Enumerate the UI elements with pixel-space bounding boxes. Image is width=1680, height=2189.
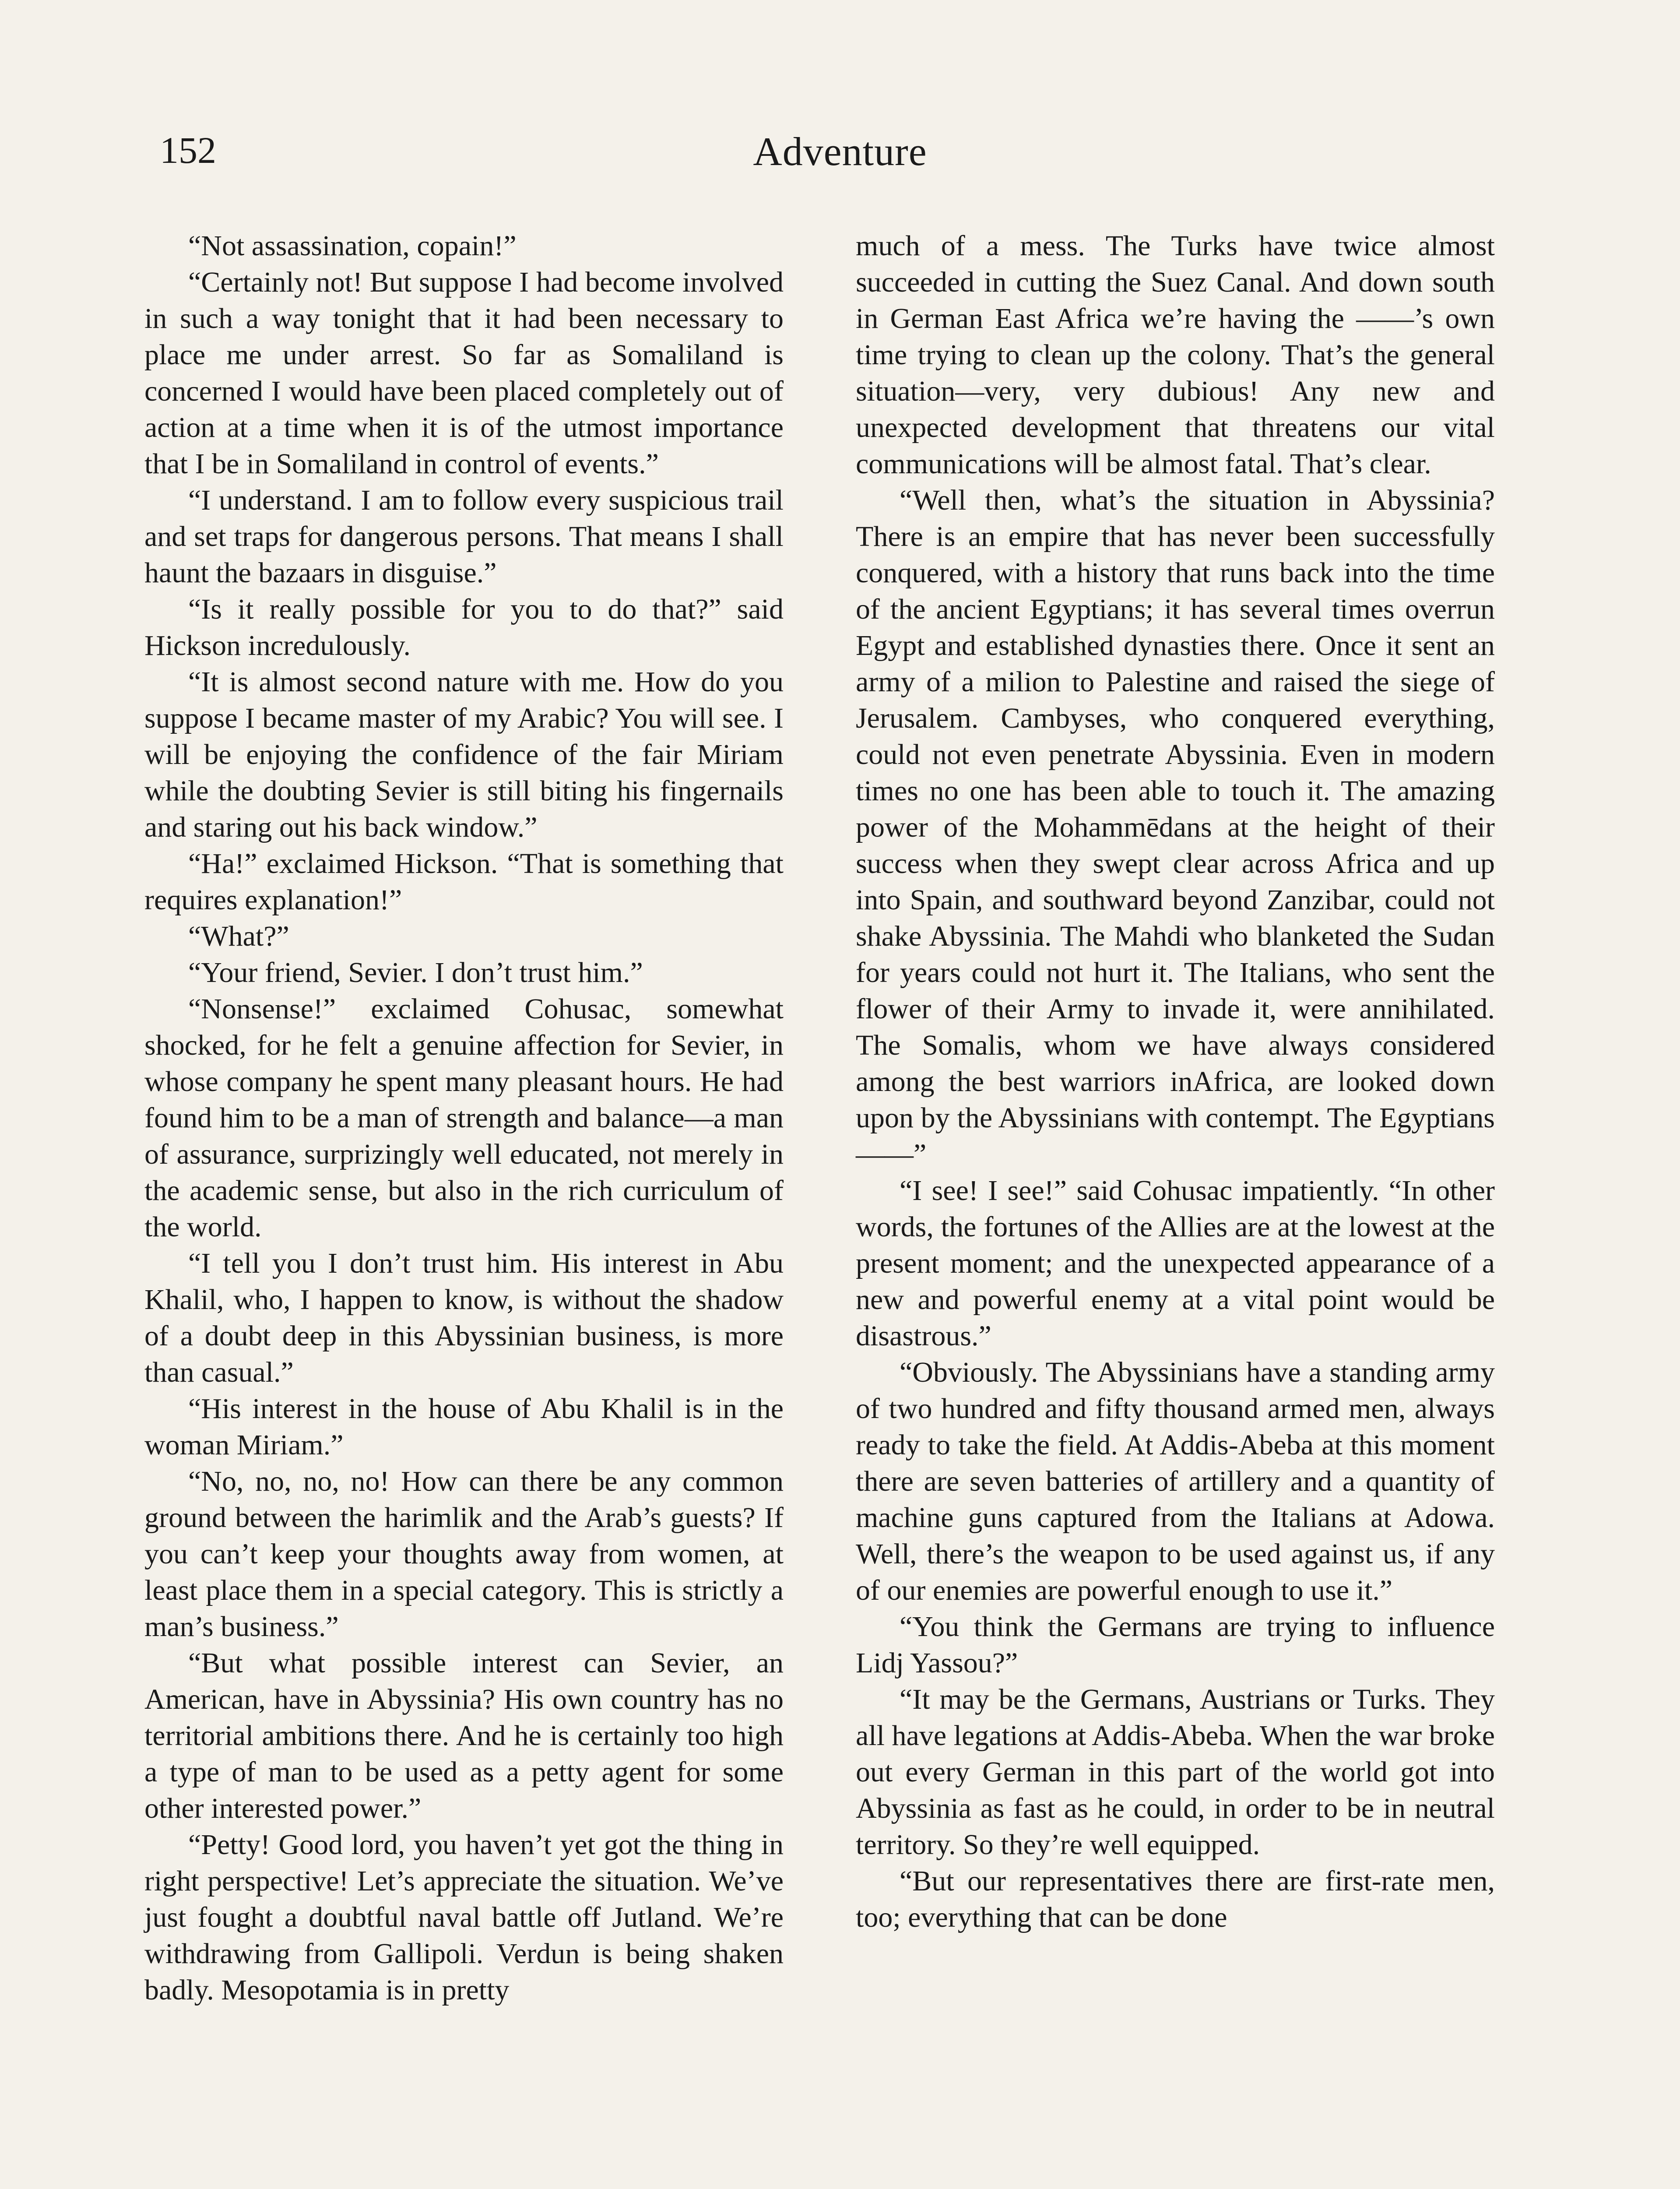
paragraph: “Ha!” exclaimed Hickson. “That is something that requires explanation!” bbox=[144, 848, 784, 916]
paragraph: “I tell you I don’t trust him. His interest in Abu Khalil, who, I happen to know, is without the shadow of a doubt deep in this Abyssinian business, is more than casual.” bbox=[144, 1247, 784, 1388]
running-head: Adventure bbox=[753, 129, 927, 174]
paragraph: “I see! I see!” said Cohusac impatiently. “In other words, the fortunes of the Allies are at the lowest at the present moment; and the unexpected appearance of a new and powerful enemy at a vital point would be disastrous.” bbox=[856, 1175, 1495, 1352]
paragraph: “But our representatives there are first-rate men, too; everything that can be done bbox=[856, 1865, 1495, 1933]
paragraph: “But what possible interest can Sevier, an American, have in Abyssinia? His own country has no territorial ambitions there. And he is certainly too high a type of man to be used as a petty agent for some other interested power.” bbox=[144, 1647, 784, 1824]
paragraph: “It may be the Germans, Austrians or Turks. They all have legations at Addis-Abeba. When the war broke out every German in this part of the world got into Abyssinia as fast as he could, in order to be in neutral territory. So they’re well equipped. bbox=[856, 1683, 1495, 1861]
paragraph: “No, no, no, no! How can there be any common ground between the harimlik and the Arab’s guests? If you can’t keep your thoughts away from women, at least place them in a special category. This is strictly a man’s business.” bbox=[144, 1465, 784, 1643]
paragraph: “Petty! Good lord, you haven’t yet got the thing in right perspective! Let’s appreciate the situation. We’ve just fought a doubtful naval battle off Jutland. We’re withdrawing from Gallipoli. Verdun is being shaken badly. Mesopotamia is in pretty bbox=[144, 1829, 784, 2006]
paragraph: “Not assassination, copain!” bbox=[188, 230, 517, 262]
paragraph: “You think the Germans are trying to influence Lidj Yassou?” bbox=[856, 1611, 1495, 1679]
paragraph: “Obviously. The Abyssinians have a standing army of two hundred and fifty thousand armed men, always ready to take the field. At Addis-Abeba at this moment there are seven batteries of artillery and a quantity of machine guns captured from the Italians at Adowa. Well, there’s the weapon to be used against us, if any of our enemies are powerful enough to use it.” bbox=[856, 1356, 1495, 1606]
paragraph: “His interest in the house of Abu Khalil is in the woman Miriam.” bbox=[144, 1393, 784, 1461]
paragraph: “What?” bbox=[188, 920, 289, 952]
page-number: 152 bbox=[160, 129, 216, 171]
paragraph: “It is almost second nature with me. How do you suppose I became master of my Arabic? You will see. I will be enjoying the confidence of the fair Miriam while the doubting Sevier is still biting his fingernails and staring out his back window.” bbox=[144, 666, 784, 843]
paragraph-continued: much of a mess. The Turks have twice almost succeeded in cutting the Suez Canal. And down south in German East Africa we’re having the ——’s own time trying to clean up the colony. That’s the general situation—very, very dubious! Any new and unexpected development that threatens our vital communications will be almost fatal. That’s clear. bbox=[856, 230, 1495, 480]
paragraph: “Certainly not! But suppose I had become involved in such a way tonight that it had been necessary to place me under arrest. So far as Somaliland is concerned I would have been placed completely out of action at a time when it is of the utmost importance that I be in Somaliland in control of events.” bbox=[144, 266, 784, 480]
paragraph: “Is it really possible for you to do that?” said Hickson incredulously. bbox=[144, 593, 784, 662]
paragraph: “Nonsense!” exclaimed Cohusac, somewhat shocked, for he felt a genuine affection for Sevier, in whose company he spent many pleasant hours. He had found him to be a man of strength and balance—a man of assurance, surprizingly well educated, not merely in the academic sense, but also in the rich curriculum of the world. bbox=[144, 993, 784, 1243]
right-column bbox=[856, 228, 1495, 1936]
paragraph: “I understand. I am to follow every suspicious trail and set traps for dangerous persons. That means I shall haunt the bazaars in disguise.” bbox=[144, 484, 784, 589]
paragraph: “Well then, what’s the situation in Abyssinia? There is an empire that has never been successfully conquered, with a history that runs back into the time of the ancient Egyptians; it has several times overrun Egypt and established dynasties there. Once it sent an army of a milion to Palestine and raised the siege of Jerusalem. Cambyses, who conquered everything, could not even penetrate Abyssinia. Even in modern times no one has been able to touch it. The amazing power of the Mohammēdans at the height of their success when they swept clear across Africa and up into Spain, and southward beyond Zanzibar, could not shake Abyssinia. The Mahdi who blanketed the Sudan for years could not hurt it. The Italians, who sent the flower of their Army to invade it, were annihilated. The Somalis, whom we have always considered among the best warriors inAfrica, are looked down upon by the Abyssinians with contempt. The Egyptians——” bbox=[856, 484, 1495, 1170]
paragraph: “Your friend, Sevier. I don’t trust him.” bbox=[188, 957, 643, 989]
left-column bbox=[144, 228, 784, 2008]
